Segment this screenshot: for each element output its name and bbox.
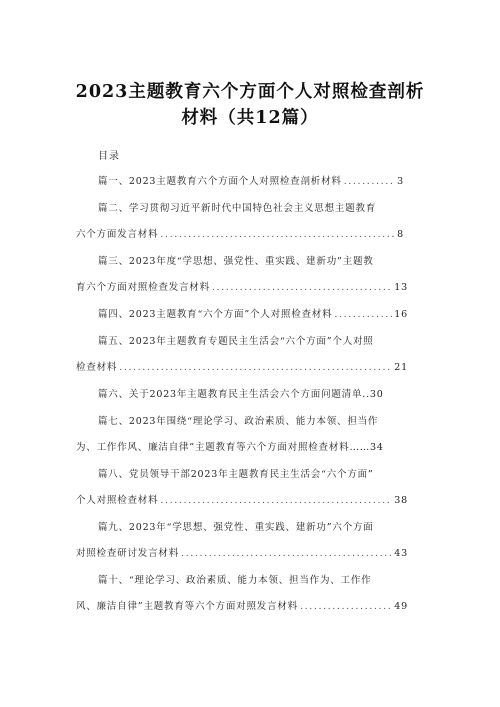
toc-entry-3-cont[interactable] bbox=[76, 279, 408, 293]
toc-leader-dots bbox=[212, 282, 392, 293]
toc-entry-10-cont[interactable] bbox=[76, 598, 408, 612]
toc-page-number: 13 bbox=[394, 282, 408, 293]
toc-entry-4[interactable] bbox=[98, 306, 408, 320]
toc-entry-text-cont: 对照检查研讨发言材料 bbox=[76, 548, 180, 559]
toc-entry-5[interactable] bbox=[98, 333, 408, 347]
toc-leader-dots bbox=[160, 229, 395, 240]
toc-entry-7-cont[interactable] bbox=[76, 439, 408, 453]
toc-entry-10[interactable] bbox=[98, 572, 408, 586]
toc-entry-text: 篇八、党员领导干部2023年主题教育民主生活会“六个方面” bbox=[98, 469, 374, 480]
document-title: 2023主题教育六个方面个人对照检查剖析 bbox=[75, 82, 425, 102]
toc-entry-text: 篇三、2023年度“学思想、强党性、重实践、建新功”主题教 bbox=[98, 256, 374, 267]
toc-leader-dots bbox=[181, 548, 392, 559]
toc-entry-text-cont: 检查材料 bbox=[76, 362, 118, 373]
toc-entry-text: 篇四、2023主题教育“六个方面”个人对照检查材料 bbox=[98, 309, 333, 320]
toc-page-number: 3 bbox=[397, 176, 404, 187]
toc-entry-7[interactable] bbox=[98, 413, 408, 427]
toc-leader-dots bbox=[334, 309, 392, 320]
toc-entry-text-cont: 六个方面发言材料 bbox=[76, 229, 159, 240]
toc-leader-dots bbox=[119, 362, 392, 373]
toc-entry-9-cont[interactable] bbox=[76, 545, 408, 559]
toc-entry-text-cont: 个人对照检查材料 bbox=[76, 495, 159, 506]
toc-page-number: 16 bbox=[394, 309, 408, 320]
toc-entry-text: 篇七、2023年围绕“理论学习、政治素质、能力本领、担当作 bbox=[98, 416, 379, 427]
toc-entry-text-cont: 为、工作作风、廉洁自律”主题教育等六个方面对照检查材料……34 bbox=[76, 442, 384, 453]
toc-entry-text-cont: 育六个方面对照检查发言材料 bbox=[76, 282, 210, 293]
toc-entry-3[interactable] bbox=[98, 253, 408, 267]
toc-entry-text: 篇十、“理论学习、政治素质、能力本领、担当作为、工作作 bbox=[98, 575, 372, 586]
toc-entry-2-cont[interactable] bbox=[76, 226, 404, 240]
toc-leader-dots bbox=[344, 176, 395, 187]
toc-leader-dots bbox=[300, 601, 392, 612]
toc-entry-text: 篇二、学习贯彻习近平新时代中国特色社会主义思想主题教育 bbox=[98, 203, 377, 214]
toc-entry-text: 篇五、2023年主题教育专题民主生活会“六个方面”个人对照 bbox=[98, 336, 374, 347]
toc-entry-text: 篇九、2023年“学思想、强党性、重实践、建新功”六个方面 bbox=[98, 522, 374, 533]
toc-entry-6[interactable] bbox=[98, 386, 408, 400]
toc-entry-1[interactable] bbox=[98, 173, 404, 187]
toc-entry-9[interactable] bbox=[98, 519, 408, 533]
toc-entry-text-cont: 风、廉洁自律”主题教育等六个方面对照发言材料 bbox=[76, 601, 298, 612]
toc-page-number: 38 bbox=[394, 495, 408, 506]
toc-page-number: 21 bbox=[394, 362, 408, 373]
toc-heading: 目录 bbox=[98, 151, 120, 162]
toc-entry-5-cont[interactable] bbox=[76, 359, 408, 373]
document-subtitle: 材料（共12篇） bbox=[181, 108, 319, 128]
toc-entry-8-cont[interactable] bbox=[76, 492, 408, 506]
toc-page-number: 49 bbox=[394, 601, 408, 612]
toc-leader-dots bbox=[160, 495, 392, 506]
toc-entry-text: 篇六、关于2023年主题教育民主生活会六个方面问题清单..30 bbox=[98, 389, 384, 400]
toc-page-number: 8 bbox=[397, 229, 404, 240]
toc-page-number: 43 bbox=[394, 548, 408, 559]
toc-entry-2[interactable] bbox=[98, 200, 408, 214]
toc-entry-8[interactable] bbox=[98, 466, 408, 480]
toc-entry-text: 篇一、2023主题教育六个方面个人对照检查剖析材料 bbox=[98, 176, 342, 187]
